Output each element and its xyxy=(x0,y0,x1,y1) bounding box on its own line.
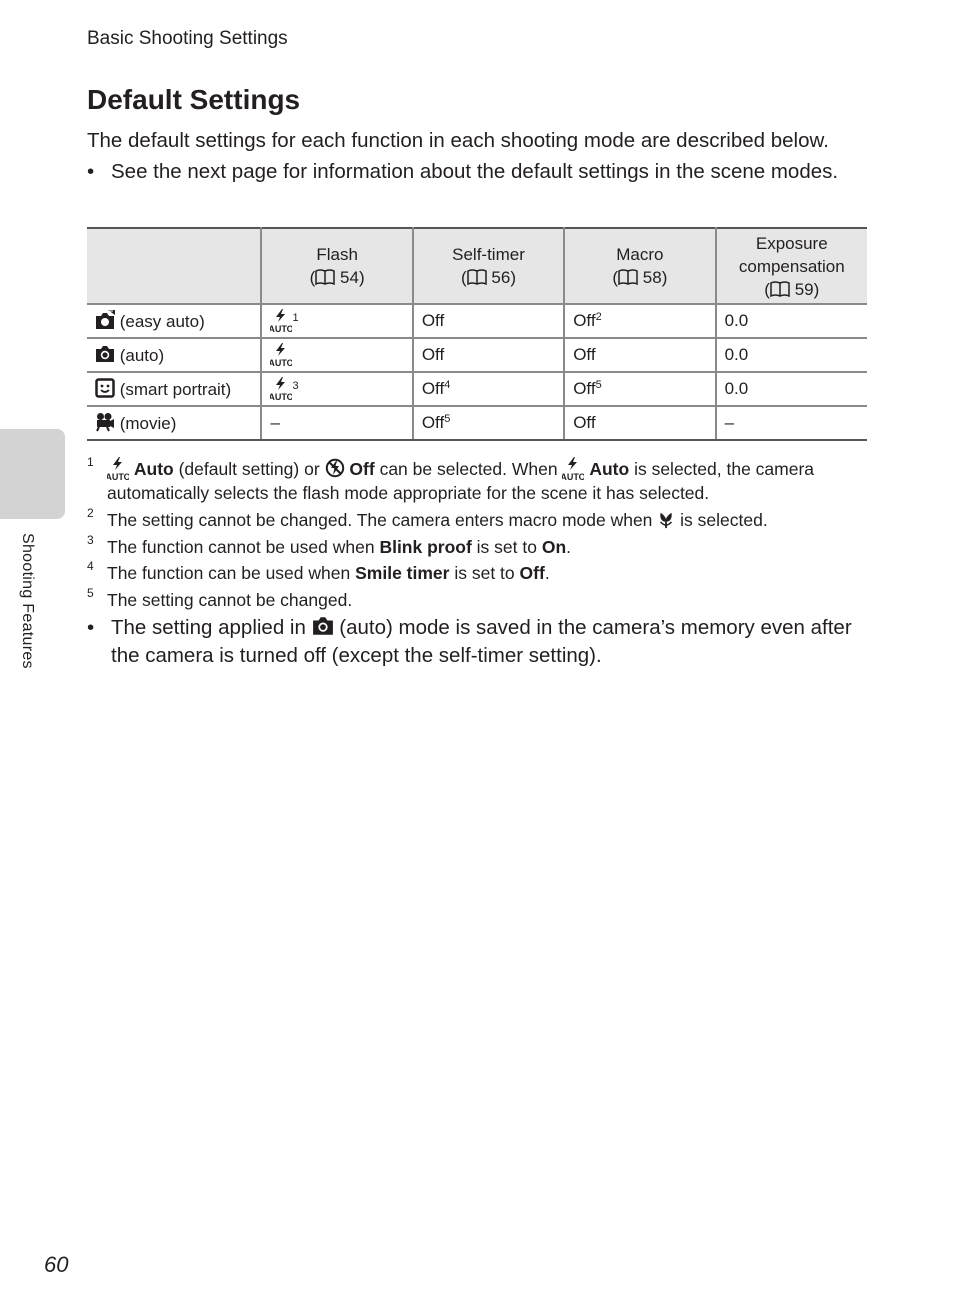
macro-value: Off xyxy=(573,413,596,432)
flash-cell xyxy=(261,338,412,372)
exposure-cell: – xyxy=(716,406,867,440)
on-label: On xyxy=(541,537,567,557)
flash-auto-icon xyxy=(270,309,292,333)
footnote-ref: 5 xyxy=(444,413,451,425)
table-header-row xyxy=(87,228,867,304)
footnote-fragment: The setting cannot be changed. The camera enters macro mode when xyxy=(107,510,653,530)
footnote-3 xyxy=(87,535,877,559)
side-section-label: Shooting Features xyxy=(19,533,36,669)
flash-auto-icon xyxy=(107,457,129,481)
footnote-number: 1 xyxy=(87,455,94,469)
bullet-memory-note xyxy=(87,614,867,670)
movie-icon xyxy=(95,412,115,432)
mode-cell xyxy=(87,372,261,406)
macro-value: Off xyxy=(573,311,596,330)
footnote-fragment: is set to xyxy=(476,537,537,557)
exposure-cell: 0.0 xyxy=(716,372,867,406)
header-flash-ref[interactable]: 54 xyxy=(340,268,359,287)
header-self-timer: Self-timer ( 56) xyxy=(413,228,564,304)
mode-cell xyxy=(87,338,261,372)
auto-label: Auto xyxy=(133,459,174,479)
footnote-text xyxy=(107,457,877,505)
bullet-fragment: The setting applied in xyxy=(111,616,306,639)
header-self-timer-ref[interactable]: 56 xyxy=(491,268,511,287)
footnote-fragment: is set to xyxy=(454,563,515,583)
self-timer-cell xyxy=(413,304,564,338)
self-timer-value: Off xyxy=(421,345,445,364)
intro-paragraph: The default settings for each function in each shooting mode are described below. xyxy=(87,129,829,152)
easy-auto-icon xyxy=(95,310,115,330)
macro-cell xyxy=(564,304,715,338)
footnote-fragment: is selected. xyxy=(680,510,768,530)
table-row xyxy=(87,372,867,406)
header-flash: Flash ( 54) xyxy=(261,228,412,304)
mode-label: (smart portrait) xyxy=(119,380,232,399)
header-mode xyxy=(87,228,261,304)
footnote-ref: 4 xyxy=(444,379,451,391)
mode-label: (easy auto) xyxy=(119,312,205,331)
header-self-timer-label: Self-timer xyxy=(452,245,525,264)
footnote-fragment: (default setting) or xyxy=(178,459,320,479)
self-timer-value: Off xyxy=(421,379,445,398)
flash-auto-icon xyxy=(270,343,292,367)
footnote-fragment: is selected, the camera automatically selects the flash mode appropriate for the scene it has selected. xyxy=(107,459,815,503)
footnote-number: 2 xyxy=(87,506,94,520)
smart-portrait-icon xyxy=(95,378,115,398)
exposure-cell: 0.0 xyxy=(716,338,867,372)
header-macro-label: Macro xyxy=(616,245,664,264)
bullet-scene-note xyxy=(87,158,867,186)
auto-label: Auto xyxy=(589,459,630,479)
footnote-ref: 5 xyxy=(595,379,602,391)
page-title: Default Settings xyxy=(87,84,301,115)
self-timer-cell xyxy=(413,338,564,372)
self-timer-value: Off xyxy=(421,413,445,432)
footnote-fragment: . xyxy=(566,537,572,557)
table-row xyxy=(87,406,867,440)
table-row xyxy=(87,304,867,338)
camera-icon xyxy=(95,344,115,364)
footnote-2 xyxy=(87,508,877,532)
macro-cell xyxy=(564,406,715,440)
footnote-number: 5 xyxy=(87,586,94,600)
header-exposure-label: Exposure compensation xyxy=(738,233,845,276)
running-header: Basic Shooting Settings xyxy=(87,28,288,49)
smile-timer-label: Smile timer xyxy=(355,563,450,583)
bullet-fragment: (auto) mode is saved in the camera’s memory even after the camera is turned off (except the self-timer setting). xyxy=(111,616,852,667)
self-timer-cell xyxy=(413,372,564,406)
footnote-fragment: The function can be used when xyxy=(107,563,351,583)
off-label: Off xyxy=(349,459,375,479)
blink-proof-label: Blink proof xyxy=(379,537,472,557)
footnote-ref: 1 xyxy=(292,312,299,324)
bullet-dot: • xyxy=(87,160,95,183)
macro-value: Off xyxy=(573,379,596,398)
flash-cell xyxy=(261,304,412,338)
footnote-text: The setting cannot be changed. xyxy=(107,590,353,610)
macro-icon xyxy=(657,511,675,529)
footnote-ref: 3 xyxy=(292,380,299,392)
book-icon xyxy=(467,269,487,285)
footnote-text xyxy=(107,561,877,585)
off-label: Off xyxy=(519,563,545,583)
self-timer-value: Off xyxy=(421,311,445,330)
flash-cell xyxy=(261,372,412,406)
exposure-cell: 0.0 xyxy=(716,304,867,338)
footnote-text xyxy=(107,508,877,532)
footnote-fragment: The function cannot be used when xyxy=(107,537,375,557)
footnote-text xyxy=(107,535,877,559)
flash-cell: – xyxy=(261,406,412,440)
bullet-text: See the next page for information about the default settings in the scene modes. xyxy=(111,160,839,183)
footnote-number: 3 xyxy=(87,533,94,547)
header-flash-label: Flash xyxy=(316,245,358,264)
book-icon xyxy=(770,281,790,297)
header-exposure: Exposure compensation ( 59) xyxy=(716,228,867,304)
macro-cell xyxy=(564,372,715,406)
footnote-fragment: can be selected. When xyxy=(379,459,558,479)
footnote-4 xyxy=(87,561,877,585)
bullet-text xyxy=(111,614,867,670)
header-macro: Macro ( 58) xyxy=(564,228,715,304)
camera-icon xyxy=(312,615,334,637)
mode-cell xyxy=(87,304,261,338)
flash-auto-icon xyxy=(270,377,292,401)
self-timer-cell xyxy=(413,406,564,440)
flash-off-icon xyxy=(325,458,345,478)
header-macro-ref[interactable]: 58 xyxy=(642,268,662,287)
footnote-5 xyxy=(87,588,877,612)
mode-label: (auto) xyxy=(119,346,165,365)
macro-value: Off xyxy=(573,345,596,364)
bullet-dot: • xyxy=(87,616,95,639)
footnote-number: 4 xyxy=(87,559,94,573)
flash-auto-icon xyxy=(562,457,584,481)
section-tab xyxy=(0,429,65,519)
page-number: 60 xyxy=(44,1252,69,1277)
default-settings-table xyxy=(87,227,867,441)
book-icon xyxy=(618,269,638,285)
macro-cell xyxy=(564,338,715,372)
footnote-1 xyxy=(87,457,877,505)
header-exposure-ref[interactable]: 59 xyxy=(794,279,814,299)
book-icon xyxy=(315,269,335,285)
mode-label: (movie) xyxy=(119,414,177,433)
footnote-ref: 2 xyxy=(595,311,602,323)
mode-cell xyxy=(87,406,261,440)
table-row xyxy=(87,338,867,372)
footnote-fragment: . xyxy=(544,563,550,583)
